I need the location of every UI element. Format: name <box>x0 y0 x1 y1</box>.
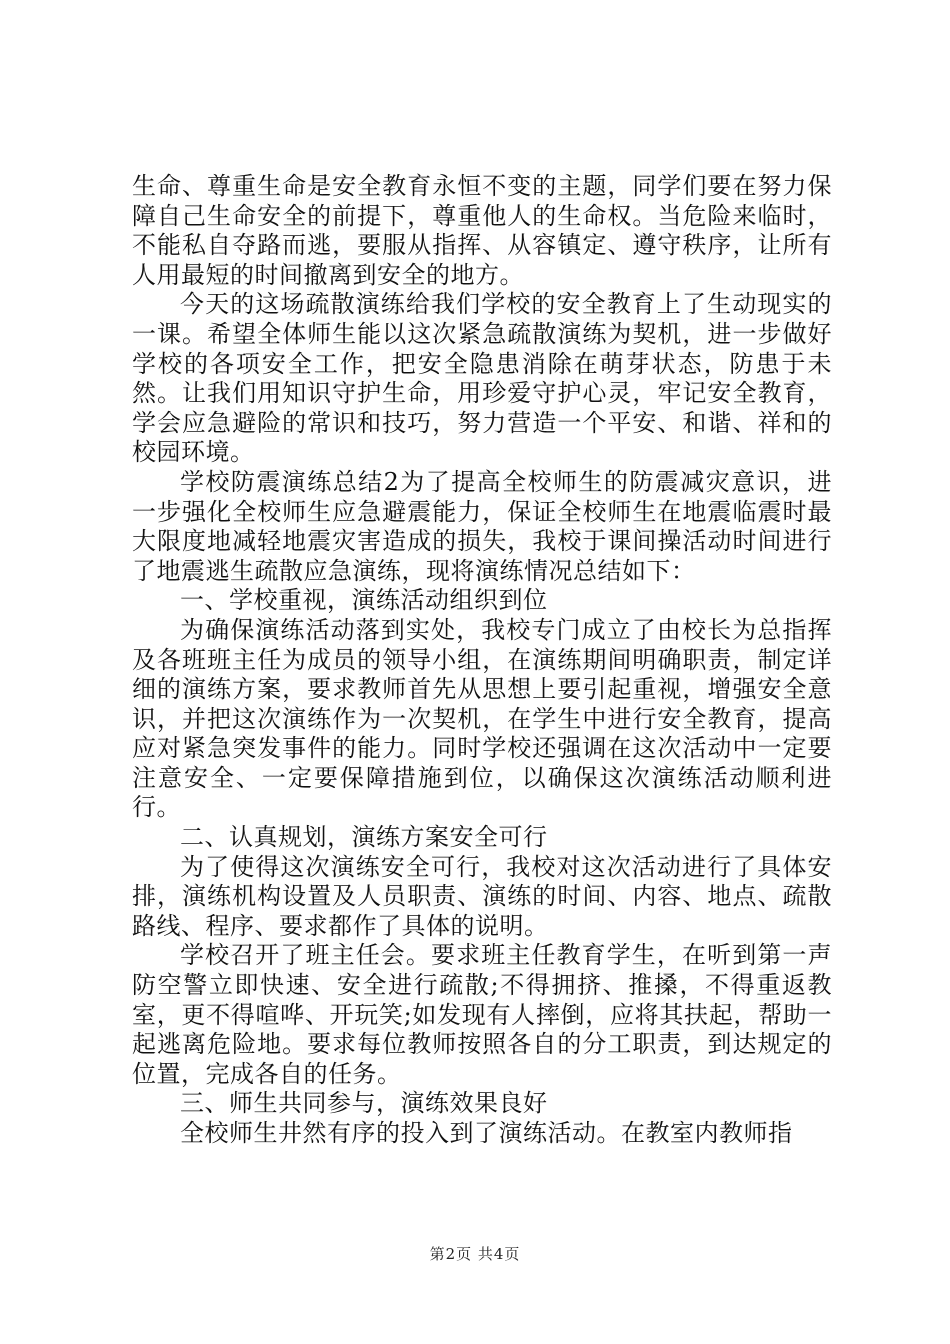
section-heading-1: 一、学校重视，演练活动组织到位 <box>180 586 548 615</box>
paragraph-5: 为了使得这次演练安全可行，我校对这次活动进行了具体安排，演练机构设置及人员职责、演练的时间、内容、地点、疏散路线、程序、要求都作了具体的说明。 <box>132 852 832 940</box>
page-number-footer: 第2页 共4页 <box>429 1245 521 1263</box>
section-heading-3: 三、师生共同参与，演练效果良好 <box>180 1089 548 1118</box>
document-body <box>132 172 832 1149</box>
paragraph-4: 为确保演练活动落到实处，我校专门成立了由校长为总指挥及各班班主任为成员的领导小组，在演练期间明确职责，制定详细的演练方案，要求教师首先从思想上要引起重视，增强安全意识，并把这次演练作为一次契机，在学生中进行安全教育，提高应对紧急突发事件的能力。同时学校还强调在这次活动中一定要注意安全、一定要保障措施到位，以确保这次演练活动顺利进行。 <box>132 615 832 822</box>
paragraph-1: 生命、尊重生命是安全教育永恒不变的主题，同学们要在努力保障自己生命安全的前提下，尊重他人的生命权。当危险来临时，不能私自夺路而逃，要服从指挥、从容镇定、遵守秩序，让所有人用最短的时间撤离到安全的地方。 <box>132 172 832 289</box>
paragraph-3: 学校防震演练总结2为了提高全校师生的防震减灾意识，进一步强化全校师生应急避震能力，保证全校师生在地震临震时最大限度地减轻地震灾害造成的损失，我校于课间操活动时间进行了地震逃生疏散应急演练，现将演练情况总结如下： <box>132 467 832 585</box>
paragraph-2: 今天的这场疏散演练给我们学校的安全教育上了生动现实的一课。希望全体师生能以这次紧急疏散演练为契机，进一步做好学校的各项安全工作，把安全隐患消除在萌芽状态，防患于未然。让我们用知识守护生命，用珍爱守护心灵，牢记安全教育，学会应急避险的常识和技巧，努力营造一个平安、和谐、祥和的校园环境。 <box>132 290 832 467</box>
section-heading-2: 二、认真规划，演练方案安全可行 <box>180 823 548 852</box>
paragraph-6: 学校召开了班主任会。要求班主任教育学生，在听到第一声防空警立即快速、安全进行疏散;不得拥挤、推搡，不得重返教室，更不得喧哗、开玩笑;如发现有人摔倒，应将其扶起，帮助一起逃离危险地。要求每位教师按照各自的分工职责，到达规定的位置，完成各自的任务。 <box>132 941 832 1088</box>
paragraph-7: 全校师生井然有序的投入到了演练活动。在教室内教师指 <box>180 1119 793 1147</box>
